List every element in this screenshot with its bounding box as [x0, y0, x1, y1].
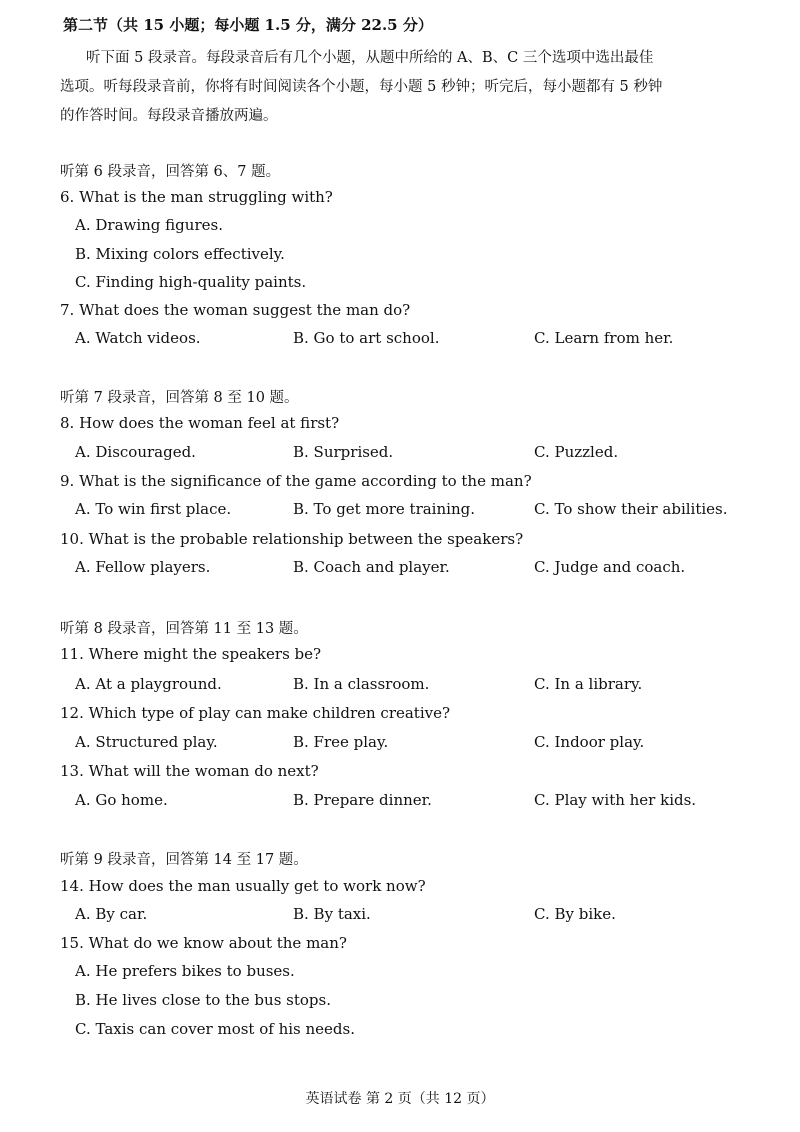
question-9: 9. What is the significance of the game according to the man?: [60, 472, 532, 490]
question-13-option-c: C. Play with her kids.: [534, 791, 697, 809]
question-11-option-a: A. At a playground.: [75, 675, 222, 693]
instructions-line-2: 选项。听每段录音前，你将有时间阅读各个小题，每小题 5 秒钟；听完后，每小题都有 5 秒钟: [60, 79, 663, 95]
group-heading-6: 听第 6 段录音，回答第 6、7 题。: [60, 164, 281, 180]
question-8-option-a: A. Discouraged.: [75, 443, 196, 461]
question-9-option-a: A. To win first place.: [75, 500, 232, 518]
group-heading-7: 听第 7 段录音，回答第 8 至 10 题。: [60, 390, 299, 406]
question-7-option-c: C. Learn from her.: [534, 329, 674, 347]
question-10-option-a: A. Fellow players.: [75, 558, 211, 576]
page-footer: 英语试卷 第 2 页（共 12 页）: [305, 1091, 495, 1107]
group-heading-9: 听第 9 段录音，回答第 14 至 17 题。: [60, 852, 308, 868]
question-11-option-c: C. In a library.: [534, 675, 643, 693]
question-15-option-a: A. He prefers bikes to buses.: [75, 962, 295, 980]
question-12-option-a: A. Structured play.: [75, 733, 218, 751]
question-9-option-b: B. To get more training.: [293, 500, 475, 518]
question-12: 12. Which type of play can make children creative?: [60, 704, 451, 722]
question-9-option-c: C. To show their abilities.: [534, 500, 728, 518]
question-10-option-c: C. Judge and coach.: [534, 558, 686, 576]
question-7-option-b: B. Go to art school.: [293, 329, 440, 347]
question-12-option-b: B. Free play.: [293, 733, 389, 751]
question-14: 14. How does the man usually get to work now?: [60, 877, 426, 895]
question-15-option-b: B. He lives close to the bus stops.: [75, 991, 331, 1009]
question-6-option-b: B. Mixing colors effectively.: [75, 245, 285, 263]
question-14-option-a: A. By car.: [75, 905, 148, 923]
question-13-option-b: B. Prepare dinner.: [293, 791, 432, 809]
group-heading-8: 听第 8 段录音，回答第 11 至 13 题。: [60, 621, 308, 637]
question-14-option-c: C. By bike.: [534, 905, 616, 923]
question-13-option-a: A. Go home.: [75, 791, 168, 809]
question-13: 13. What will the woman do next?: [60, 762, 319, 780]
question-6-option-c: C. Finding high-quality paints.: [75, 273, 307, 291]
question-11-option-b: B. In a classroom.: [293, 675, 430, 693]
question-6-option-a: A. Drawing figures.: [75, 216, 223, 234]
question-15-option-c: C. Taxis can cover most of his needs.: [75, 1020, 355, 1038]
question-8-option-b: B. Surprised.: [293, 443, 394, 461]
question-7-option-a: A. Watch videos.: [75, 329, 201, 347]
question-7: 7. What does the woman suggest the man do?: [60, 301, 411, 319]
question-14-option-b: B. By taxi.: [293, 905, 371, 923]
question-6: 6. What is the man struggling with?: [60, 188, 333, 206]
question-8: 8. How does the woman feel at first?: [60, 414, 340, 432]
question-8-option-c: C. Puzzled.: [534, 443, 619, 461]
instructions-line-1: 听下面 5 段录音。每段录音后有几个小题，从题中所给的 A、B、C 三个选项中选出最佳: [86, 50, 654, 66]
question-12-option-c: C. Indoor play.: [534, 733, 645, 751]
question-15: 15. What do we know about the man?: [60, 934, 347, 952]
question-11: 11. Where might the speakers be?: [60, 645, 322, 663]
section-header: 第二节（共 15 小题；每小题 1.5 分，满分 22.5 分）: [63, 16, 433, 34]
question-10-option-b: B. Coach and player.: [293, 558, 450, 576]
question-10: 10. What is the probable relationship between the speakers?: [60, 530, 524, 548]
instructions-line-3: 的作答时间。每段录音播放两遍。: [60, 108, 278, 124]
